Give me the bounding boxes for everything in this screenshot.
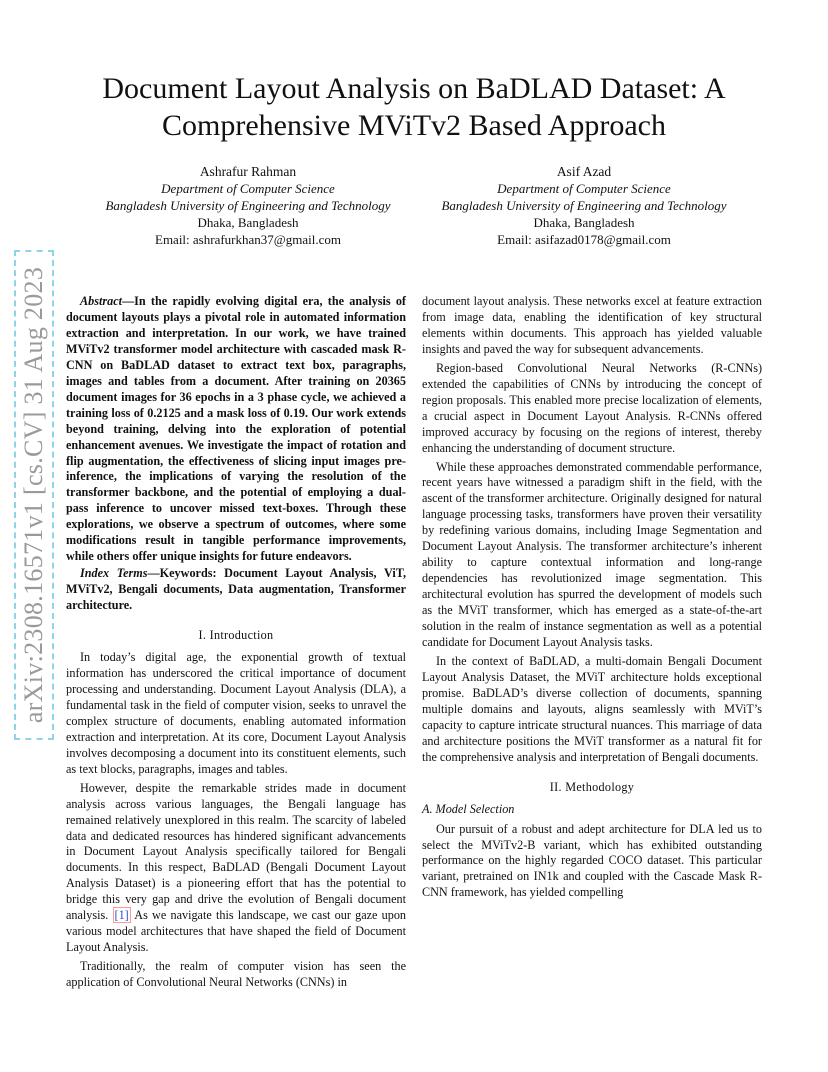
citation-link[interactable]: [1] (114, 908, 129, 923)
index-terms (66, 566, 406, 614)
author-block-1 (80, 163, 416, 248)
abstract (66, 294, 406, 565)
model-selection-paragraph: Our pursuit of a robust and adept architecture for DLA led us to select the MViTv2-B variant, which has exhibited outstanding performance on the highly regarded COCO dataset. This particular variant, pretrained on IN1k and coupled with the Cascade Mask R-CNN framework, has yielded compelling (422, 821, 762, 900)
arxiv-identifier: arXiv:2308.16571v1 [cs.CV] 31 Aug 2023 (19, 266, 48, 724)
author-email: Email: ashrafurkhan37@gmail.com (155, 232, 341, 247)
intro-paragraph-2 (66, 781, 406, 956)
author-university: Bangladesh University of Engineering and Technology (105, 198, 391, 213)
abstract-text: —In the rapidly evolving digital era, the analysis of document layouts plays a pivotal role in automated information extraction and interpretation. In our work, we have trained MViTv2 transformer model architecture with cascaded mask R-CNN on BaDLAD dataset to extract text box, paragraphs, images and tables from a document. After training on 20365 document images for 36 epochs in a 3 phase cycle, we achieved a training loss of 0.2125 and a mask loss of 0.19. Our work extends beyond training, delving into the exploration of potential enhancement avenues. We investigate the impact of rotation and flip augmentation, the effectiveness of slicing input images pre-inference, the implications of varying the resolution of the transformer backbone, and the potential of employing a dual-pass inference to uncover missed text-boxes. Through these explorations, we observe a spectrum of outcomes, where some modifications result in tangible performance improvements, while others offer unique insights for future endeavors. (66, 294, 406, 564)
author-department: Department of Computer Science (497, 181, 671, 196)
intro-continuation-paragraph: document layout analysis. These networks excel at feature extraction from image data, enabling the identification of key structural elements within documents. This approach has yielded valuable insights and paved the way for subsequent advancements. (422, 294, 762, 356)
intro-paragraph-3: Traditionally, the realm of computer vision has seen the application of Convolutional Neural Networks (CNNs) in (66, 959, 406, 990)
rcnn-paragraph: Region-based Convolutional Neural Networks (R-CNNs) extended the capabilities of CNNs by introducing the concept of region proposals. This enabled more precise localization of elements, a crucial aspect in Document Layout Analysis. R-CNNs offered improved accuracy by focusing on the regions of interest, thereby enhancing the understanding of document structure. (422, 360, 762, 455)
author-location: Dhaka, Bangladesh (533, 215, 635, 230)
author-block-2 (416, 163, 752, 248)
author-university: Bangladesh University of Engineering and Technology (441, 198, 727, 213)
intro-paragraph-2-text: However, despite the remarkable strides made in document analysis across various languages, the Bengali language has remained relatively unexplored in this realm. The scarcity of labeled data and dedicated resources has hindered significant advancements in Document Layout Analysis specifically tailored for Bengali documents. In this respect, BaDLAD (Bengali Document Layout Analysis Dataset) is a pioneering effort that has the potential to bridge this very gap and drive the evolution of Bengali document analysis. (66, 780, 406, 923)
section-heading-introduction: I. Introduction (198, 628, 274, 643)
author-name: Asif Azad (556, 164, 612, 179)
author-email: Email: asifazad0178@gmail.com (497, 232, 671, 247)
right-column (422, 294, 762, 901)
intro-paragraph-2-tail: As we navigate this landscape, we cast our gaze upon various model architectures that have shaped the field of Document Layout Analysis. (66, 908, 407, 955)
index-terms-label: Index Terms (80, 566, 148, 581)
intro-paragraph-1: In today’s digital age, the exponential growth of textual information has underscored the critical importance of document processing and understanding. Document Layout Analysis (DLA), a fundamental task in the field of computer vision, seeks to unravel the complex structure of documents, enabling automated information extraction and interpretation. At its core, Document Layout Analysis involves decomposing a document into its constituent elements, such as text blocks, paragraphs, images and tables. (66, 650, 406, 776)
left-column (66, 294, 406, 991)
author-department: Department of Computer Science (161, 181, 335, 196)
abstract-label: Abstract (80, 294, 122, 308)
subsection-heading-model-selection: A. Model Selection (422, 801, 515, 816)
section-heading-methodology: II. Methodology (549, 779, 635, 794)
index-terms-text: —Keywords: Document Layout Analysis, ViT, MViTv2, Bengali documents, Data augmentation, Transformer architecture. (66, 566, 406, 613)
author-location: Dhaka, Bangladesh (197, 215, 299, 230)
author-name: Ashrafur Rahman (199, 164, 297, 179)
paper-title: Document Layout Analysis on BaDLAD Dataset: A Comprehensive MViTv2 Based Approach (102, 72, 726, 142)
transformer-paragraph: While these approaches demonstrated commendable performance, recent years have witnessed a paradigm shift in the field, with the ascent of the transformer architecture. Originally designed for natural language processing tasks, transformers have proven their versatility by redefining various domains, including Image Segmentation and Document Layout Analysis. The transformer architecture’s inherent ability to capture contextual information and long-range dependencies has revolutionized image segmentation. This architectural evolution has spurred the development of models such as the MViT transformer, which has emerged as a state-of-the-art solution in the realm of instance segmentation as well as a potential candidate for Document Layout Analysis tasks. (422, 459, 762, 650)
badlad-paragraph: In the context of BaDLAD, a multi-domain Bengali Document Layout Analysis Dataset, the MViT architecture holds exceptional promise. BaDLAD’s diverse collection of documents, spanning multiple domains and layouts, aligns seamlessly with MViT’s capacity to capture intricate structural nuances. This marriage of data and architecture positions the MViT transformer as a natural fit for the comprehensive analysis and interpretation of Bengali documents. (422, 653, 762, 764)
arxiv-stamp (14, 250, 54, 740)
